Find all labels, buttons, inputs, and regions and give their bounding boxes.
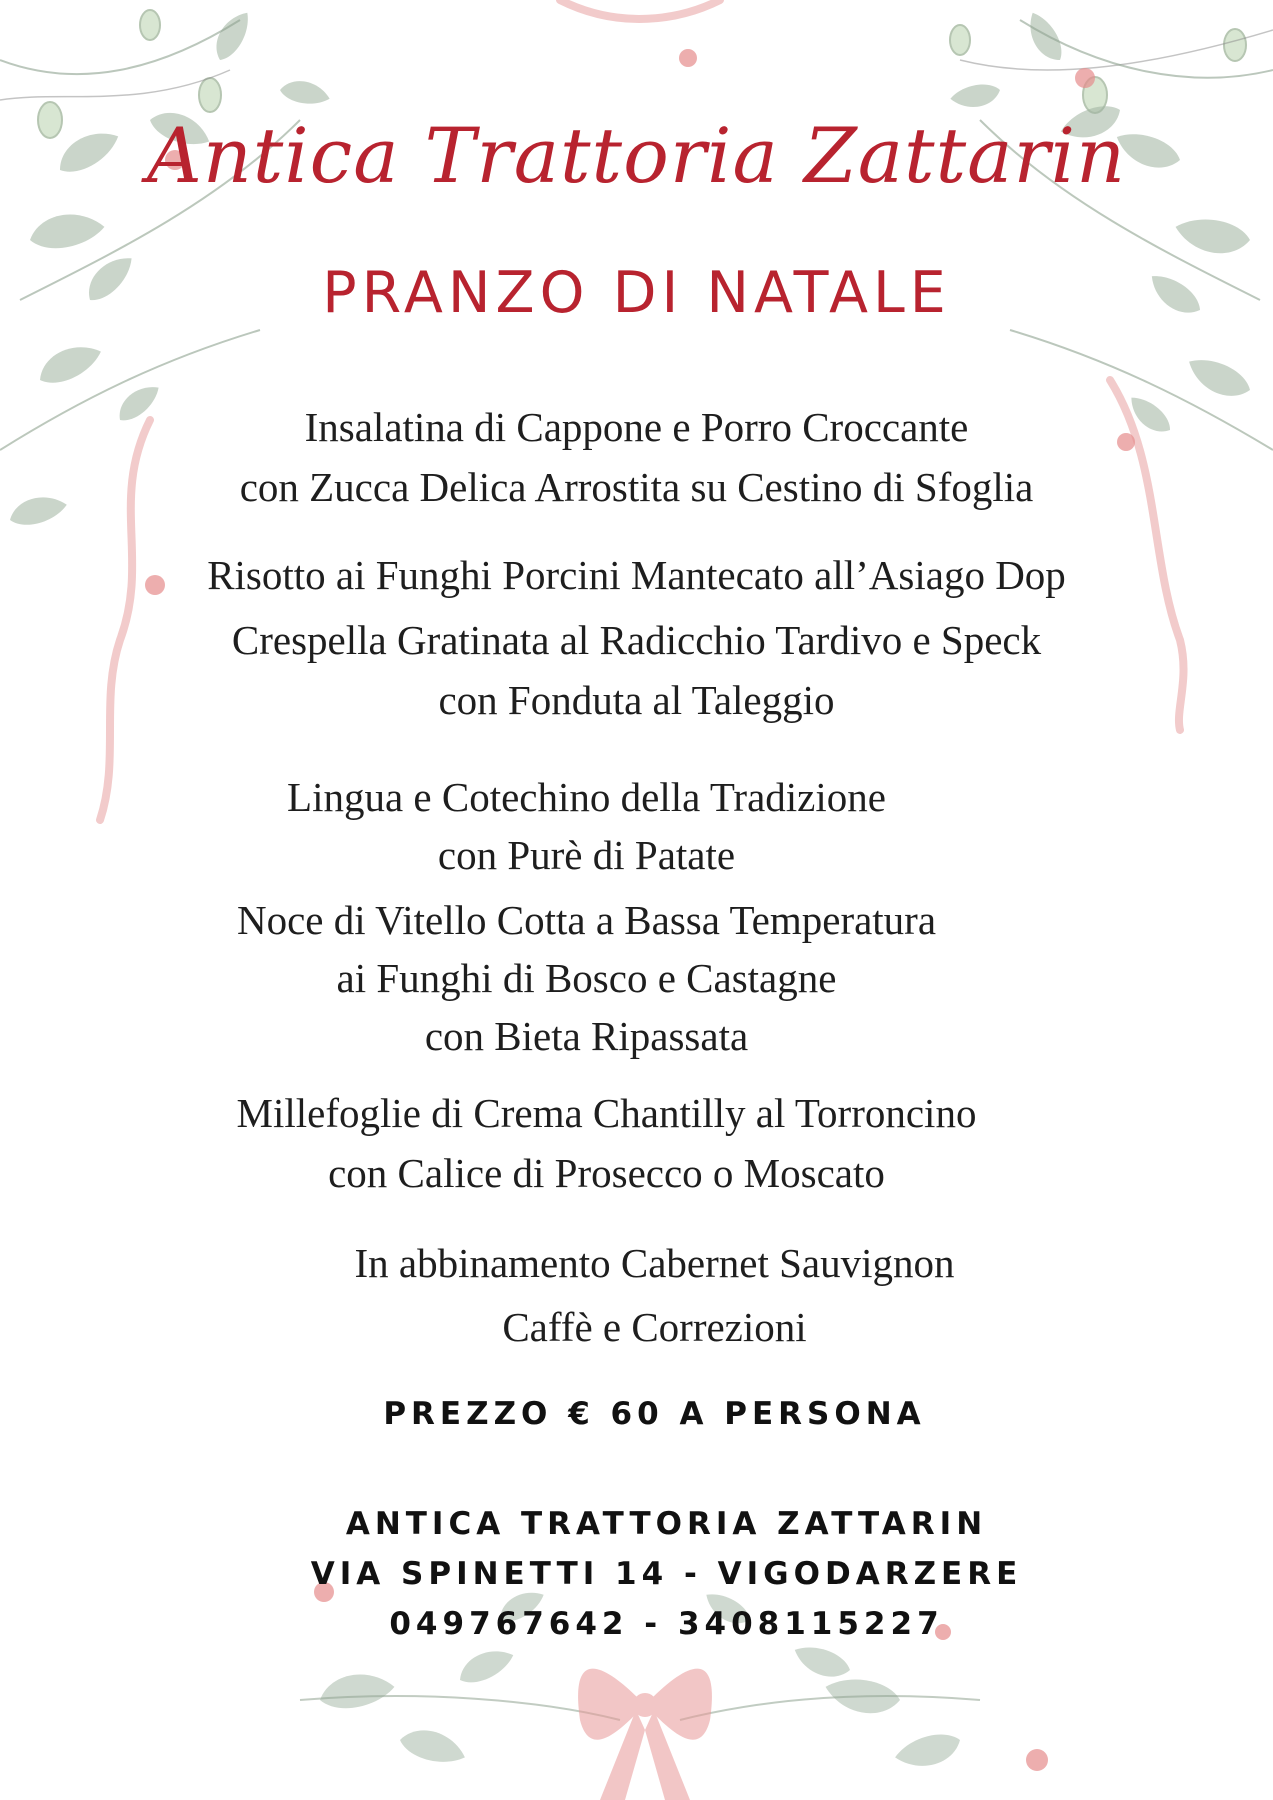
primo-2-line-1: Crespella Gratinata al Radicchio Tardivo e Speck xyxy=(231,617,1042,663)
secondo-2-line-1: Noce di Vitello Cotta a Bassa Temperatura xyxy=(236,897,937,943)
bevande-line-1: In abbinamento Cabernet Sauvignon xyxy=(354,1240,955,1286)
primo-2-line-2: con Fonduta al Taleggio xyxy=(438,677,835,723)
restaurant-title: Antica Trattoria Zattarin xyxy=(146,111,1127,200)
menu-subtitle: PRANZO DI NATALE xyxy=(322,260,951,326)
dolce-line-2: con Calice di Prosecco o Moscato xyxy=(328,1150,885,1196)
contact-phones: 049767642 - 3408115227 xyxy=(389,1606,944,1642)
antipasto-line-1: Insalatina di Cappone e Porro Croccante xyxy=(304,404,969,450)
secondo-1-line-1: Lingua e Cotechino della Tradizione xyxy=(287,774,886,820)
secondo-2-line-2: ai Funghi di Bosco e Castagne xyxy=(336,955,837,1001)
contact-name: ANTICA TRATTORIA ZATTARIN xyxy=(345,1506,988,1542)
bevande-line-2: Caffè e Correzioni xyxy=(502,1304,807,1350)
secondo-2-line-3: con Bieta Ripassata xyxy=(424,1013,749,1059)
price-label: PREZZO € 60 A PERSONA xyxy=(383,1396,926,1432)
antipasto-line-2: con Zucca Delica Arrostita su Cestino di Sfoglia xyxy=(239,464,1034,510)
primo-1-line-1: Risotto ai Funghi Porcini Mantecato all’Asiago Dop xyxy=(207,552,1066,598)
secondo-1-line-2: con Purè di Patate xyxy=(437,832,736,878)
contact-address: VIA SPINETTI 14 - VIGODARZERE xyxy=(310,1556,1023,1592)
dolce-line-1: Millefoglie di Crema Chantilly al Torroncino xyxy=(236,1090,977,1136)
